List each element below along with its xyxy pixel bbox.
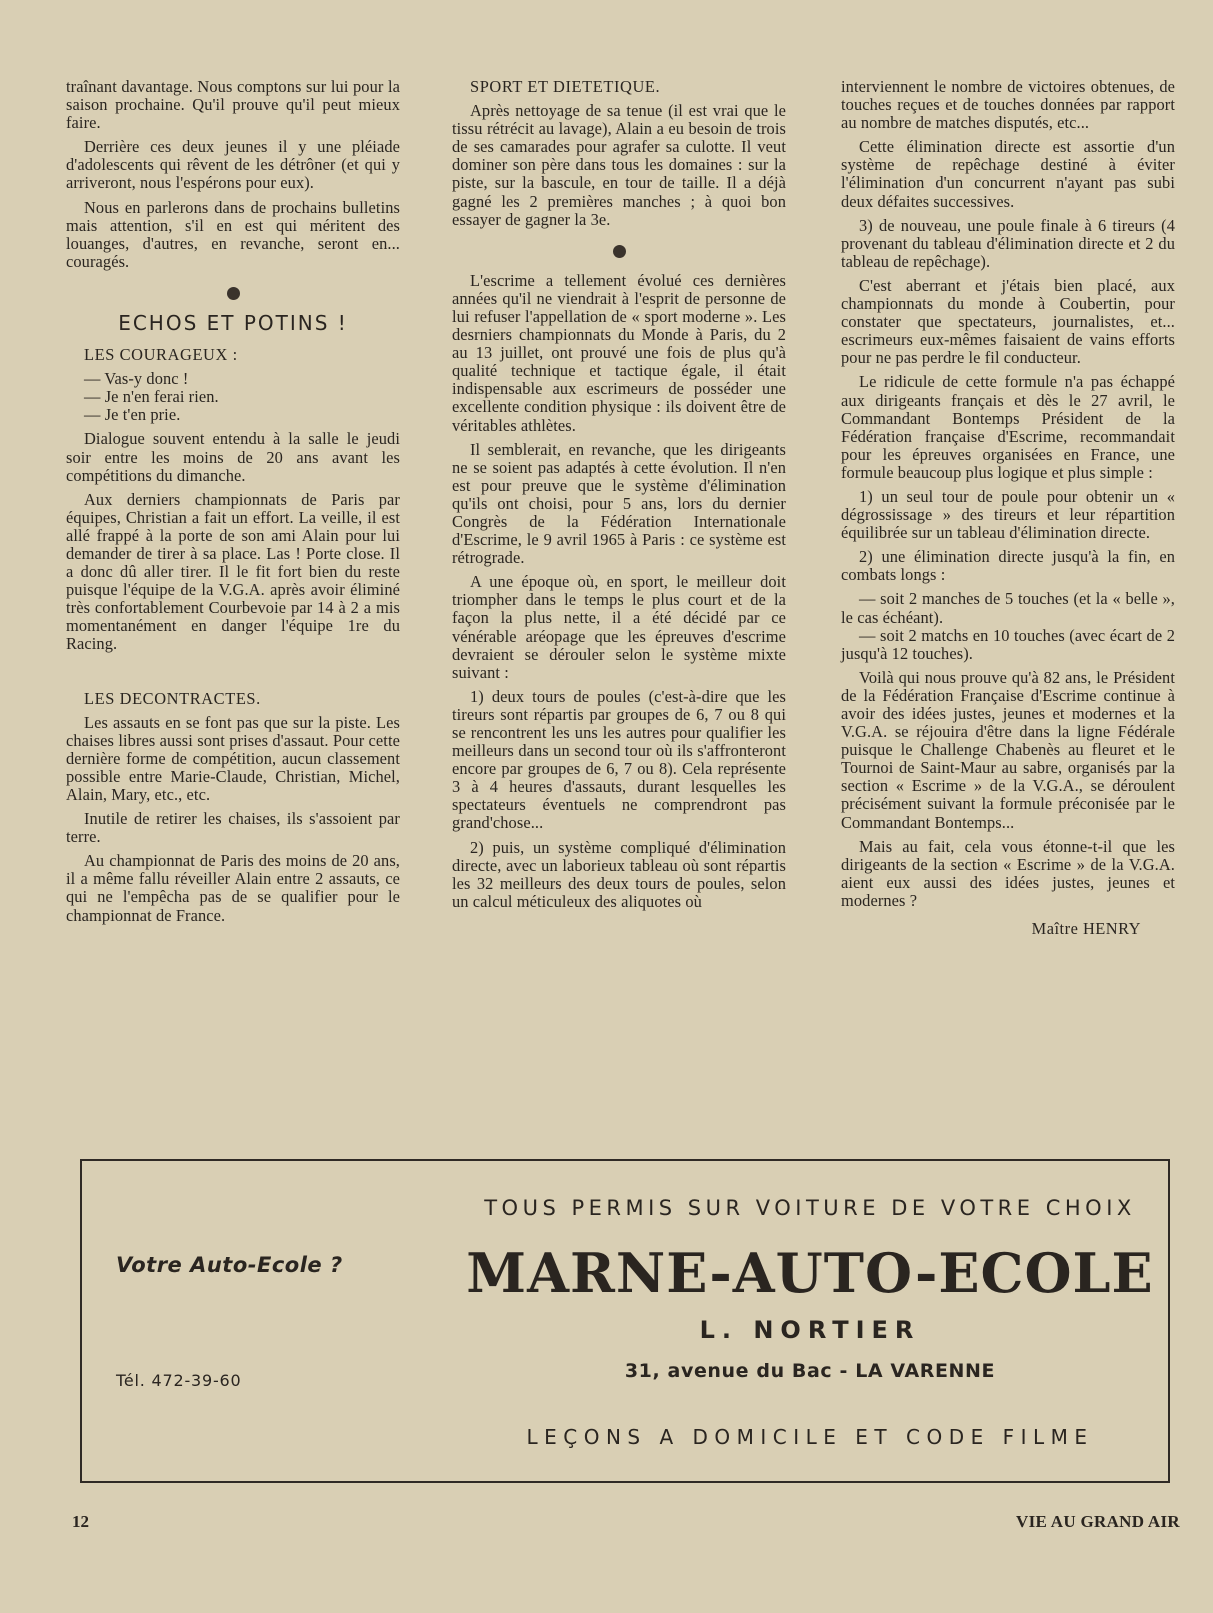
paragraph: 1) un seul tour de poule pour obtenir un « dégrossissage » des tireurs et leur répartition équilibrée sur un tableau d'élimination directe. — [841, 486, 1175, 543]
paragraph: Aux derniers championnats de Paris par équipes, Christian a fait un effort. La veille, il est allé frappé à la porte de son ami Alain pour lui demander de tirer à sa place. Las ! Porte close. Il a donc dû aller tirer. Il le fit fort bien du reste puisque l'équipe de la V.G.A. après avoir éliminé très confortablement Courbevoie par 14 à 2 a mis momentanément en danger l'équipe 1re du Racing. — [66, 489, 400, 654]
page-number: 12 — [72, 1512, 89, 1531]
column-middle — [452, 78, 786, 917]
ad-question: Votre Auto-Ecole ? — [116, 1253, 343, 1277]
ad-border-left — [80, 1161, 82, 1481]
subheading-sport-dietetique: SPORT ET DIETETIQUE. — [470, 77, 661, 96]
paragraph: Nous en parlerons dans de prochains bulletins mais attention, s'il en est qui méritent des louanges, d'autres, en revanche, seront en... couragés. — [66, 197, 400, 271]
paragraph: Inutile de retirer les chaises, ils s'assoient par terre. — [66, 809, 400, 847]
bullet-separator-icon — [613, 245, 626, 258]
ad-owner-name: L. NORTIER — [699, 1316, 921, 1344]
paragraph: 2) puis, un système compliqué d'élimination directe, avec un laborieux tableau où sont répartis les 32 meilleurs des deux tours de poules, selon un calcul méticuleux des aliquotes où — [452, 837, 786, 911]
spacer — [66, 660, 400, 690]
paragraph: traînant davantage. Nous comptons sur lui pour la saison prochaine. Qu'il prouve qu'il peut mieux faire. — [66, 77, 400, 133]
paragraph: A une époque où, en sport, le meilleur doit triompher dans le temps le plus court et de la façon la plus nette, il a été décidé par ce vénérable aréopage que les épreuves d'escrime devraient se dérouler selon le système mixte suivant : — [452, 572, 786, 682]
subheading-courageux: LES COURAGEUX : — [84, 345, 238, 365]
paragraph: Il semblerait, en revanche, que les dirigeants ne se soient pas adaptés à cette évolution. Il n'en est pour preuve que le système d'élimination qu'ils ont choisi, pour 5 ans, lors du dernier Congrès de la Fédération Internationale d'Escrime, le 9 avril 1965 à Paris : ce système est rétrograde. — [452, 439, 786, 568]
dialogue-line: — Je t'en prie. — [84, 405, 181, 425]
paragraph: — soit 2 matchs en 10 touches (avec écart de 2 jusqu'à 12 touches). — [841, 625, 1175, 663]
paragraph: 1) deux tours de poules (c'est-à-dire que les tireurs sont répartis par groupes de 6, 7 ou 8 qui se rencontrent les uns les autres pour qualifier les meilleurs dans un second tour où ils s'affronteront encore par groupes de 6, 7 ou 8). Cela représente 3 à 4 heures d'assauts, durant lesquelles les spectateurs éventuels ne comprendront pas grand'chose... — [452, 686, 786, 833]
paragraph: C'est aberrant et j'étais bien placé, aux championnats du monde à Coubertin, pour constater que spectateurs, journalistes, et... escrimeurs eux-mêmes faisaient de vains efforts pour ne pas perdre le fil conducteur. — [841, 275, 1175, 368]
paragraph: Les assauts en se font pas que sur la piste. Les chaises libres aussi sont prises d'assaut. Pour cette dernière forme de compétition, aucun classement possible entre Marie-Claude, Christian, Michel, Alain, Mary, etc., etc. — [66, 712, 400, 804]
ad-phone: Tél. 472-39-60 — [116, 1371, 242, 1390]
paragraph: Le ridicule de cette formule n'a pas échappé aux dirigeants français et dès le 27 avril, le Commandant Bontemps Président de la Fédération française d'Escrime, recommandait pour les épreuves organisées en France, une formule beaucoup plus logique et plus simple : — [841, 372, 1175, 482]
section-title: ECHOS ET POTINS ! — [118, 310, 348, 335]
ad-tagline: TOUS PERMIS SUR VOITURE DE VOTRE CHOIX — [484, 1196, 1136, 1220]
paragraph: Mais au fait, cela vous étonne-t-il que les dirigeants de la section « Escrime » de la V.G.A. aient eux aussi des idées justes, jeunes et modernes ? — [841, 836, 1175, 910]
paragraph: Voilà qui nous prouve qu'à 82 ans, le Président de la Fédération Française d'Escrime continue à avoir des idées justes, jeunes et modernes et la V.G.A. se réjouira d'être dans la ligne Fédérale puisque le Challenge Chabenès au fleuret et le Tournoi de Saint-Maur au sabre, organisés par la section « Escrime » de la V.G.A., se déroulent précisément suivant la formule préconisée par le Commandant Bontemps... — [841, 667, 1175, 832]
column-left — [66, 78, 400, 931]
magazine-title: VIE AU GRAND AIR — [1016, 1512, 1180, 1531]
author-signature: Maître HENRY — [1031, 919, 1141, 939]
paragraph: 2) une élimination directe jusqu'à la fin, en combats longs : — [841, 547, 1175, 585]
ad-border-right — [1168, 1161, 1170, 1481]
paragraph: Derrière ces deux jeunes il y une pléiade d'adolescents qui rêvent de les détrôner (et qui y arriveront, nous l'espérons pour eux). — [66, 137, 400, 193]
ad-address: 31, avenue du Bac - LA VARENNE — [624, 1360, 996, 1382]
ad-lessons: LEÇONS A DOMICILE ET CODE FILME — [526, 1425, 1094, 1449]
subheading-decontractes: LES DECONTRACTES. — [84, 688, 261, 708]
dialogue-line: — Vas-y donc ! — [84, 369, 189, 389]
paragraph: Au championnat de Paris des moins de 20 ans, il a même fallu réveiller Alain entre 2 assauts, ce qui ne l'empêcha pas de se qualifier pour le championnat de France. — [66, 851, 400, 925]
column-right — [841, 78, 1175, 938]
bullet-separator-icon — [227, 287, 240, 300]
dialogue-line: — Je n'en ferai rien. — [84, 387, 219, 407]
paragraph: L'escrime a tellement évolué ces dernières années qu'il ne viendrait à l'esprit de personne de lui refuser l'appellation de « sport moderne ». Les desrniers championnats du Monde à Paris, du 2 au 13 juillet, ont prouvé une fois de plus qu'à qualité technique et tactique égale, il était indispensable aux escrimeurs de posséder une excellente condition physique : ils doivent être de véritables athlètes. — [452, 270, 786, 435]
paragraph: interviennent le nombre de victoires obtenues, de touches reçues et de touches données par rapport au nombre de matches disputés, etc... — [841, 77, 1175, 133]
paragraph: Cette élimination directe est assortie d'un système de repêchage destiné à éviter l'élimination d'un concurrent n'ayant pas subi deux défaites successives. — [841, 137, 1175, 211]
advertisement-box — [80, 1159, 1170, 1483]
paragraph: 3) de nouveau, une poule finale à 6 tireurs (4 provenant du tableau d'élimination directe et 2 du tableau de repêchage). — [841, 215, 1175, 271]
dialogue-line: — soit 2 manches de 5 touches (et la « belle », le cas échéant). — [841, 589, 1175, 627]
ad-brand-name: MARNE-AUTO-ECOLE — [466, 1241, 1154, 1305]
paragraph: Après nettoyage de sa tenue (il est vrai que le tissu rétrécit au lavage), Alain a eu besoin de trois de ses camarades pour agrafer sa culotte. Il veut dominer son père dans tous les domaines : sur la piste, sur la bascule, en tour de taille. Il a déjà gagné les 2 premières manches ; à quoi bon essayer de gagner la 3e. — [452, 101, 786, 229]
paragraph: Dialogue souvent entendu à la salle le jeudi soir entre les moins de 20 ans avant les compétitions du dimanche. — [66, 429, 400, 485]
